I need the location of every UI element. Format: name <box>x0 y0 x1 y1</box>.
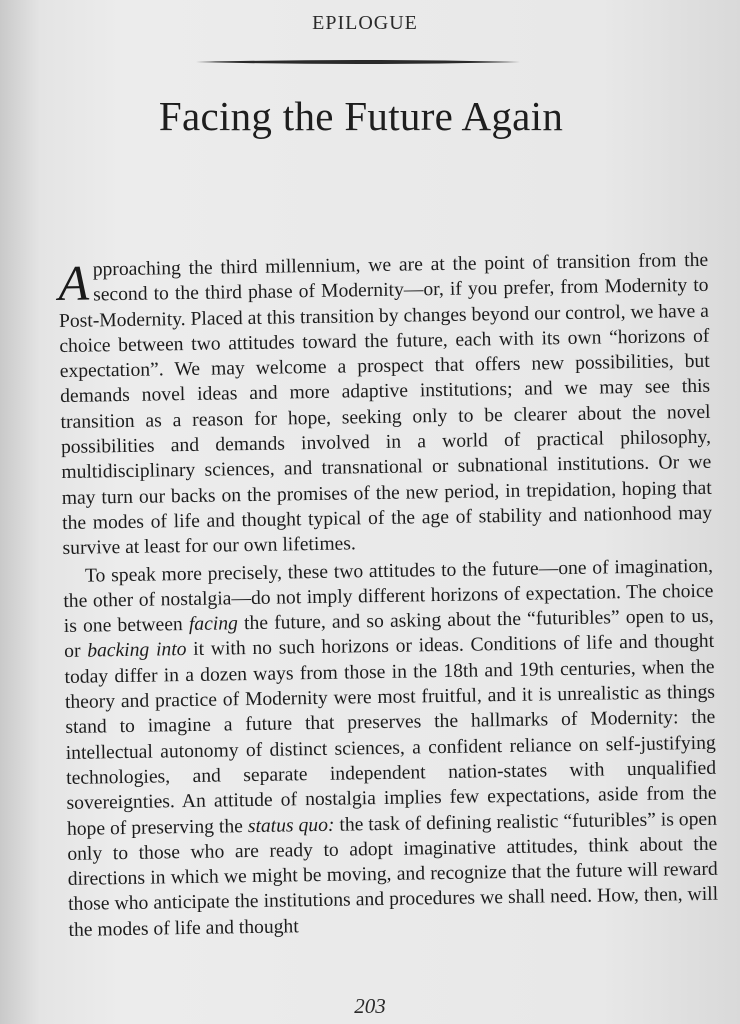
page-number: 203 <box>354 994 386 1018</box>
paragraph-2 <box>63 553 719 943</box>
paragraph-2-text-c: it with no such horizons or ideas. Conditions of life and thought today differ in a dozen ways from those in the 18th and 19th centuries, when the theory and practice of Modernity were most fruitful, and it is unrealistic as things stand to imagine a future that preserves the hallmarks of Modernity: the intellectual autonomy of distinct sciences, a confident reliance on self-justifying technologies, and separate independent nation-states with unqualified sovereignties. An attitude of nostalgia implies few expectations, aside from the hope of preserving the <box>64 631 717 840</box>
paragraph-2-text-d: the task of defining realistic “futuribles” is open only to those who are ready to adopt imaginative attitudes, think about the directions in which we might be moving, and recognize that the future will reward those who anticipate the institutions and procedures we shall need. How, then, will the modes of life and thought <box>67 808 719 941</box>
body-text <box>58 248 719 943</box>
paragraph-1 <box>58 248 713 562</box>
paragraph-2-text-a: To speak more precisely, these two attitudes to the future—one of imagination, the other of nostalgia—do not imply different horizons of expectation. The choice is one between <box>63 555 714 638</box>
emphasis-backing-into: backing into <box>87 639 187 663</box>
emphasis-facing: facing <box>188 613 239 636</box>
chapter-title: Facing the Future Again <box>158 93 564 139</box>
paragraph-2-text-b: the future, and so asking about the “futuribles” open to us, or <box>64 605 714 663</box>
emphasis-status-quo: status quo: <box>247 814 335 837</box>
running-head: EPILOGUE <box>312 12 418 34</box>
paragraph-1-text: pproaching the third millennium, we are at the point of transition from the second to the third phase of Modernity—or, if you prefer, from Modernity to Post-Modernity. Placed at this transition by changes beyond our control, we have a choice between two attitudes toward the future, each with its own “horizons of expectation”. We may welcome a prospect that offers new possibilities, but demands novel ideas and more adaptive institutions; and we may see this transition as a reason for hope, seeking only to be clearer about the novel possibilities and demands involved in a world of practical philosophy, multidisciplinary sciences, and transnational or subnational institutions. Or we may turn our backs on the promises of the new period, in trepidation, hoping that the modes of life and thought typical of the age of stability and nationhood may survive at least for our own lifetimes. <box>58 249 713 560</box>
title-rule-ornament <box>196 58 520 66</box>
drop-cap: A <box>57 254 90 311</box>
